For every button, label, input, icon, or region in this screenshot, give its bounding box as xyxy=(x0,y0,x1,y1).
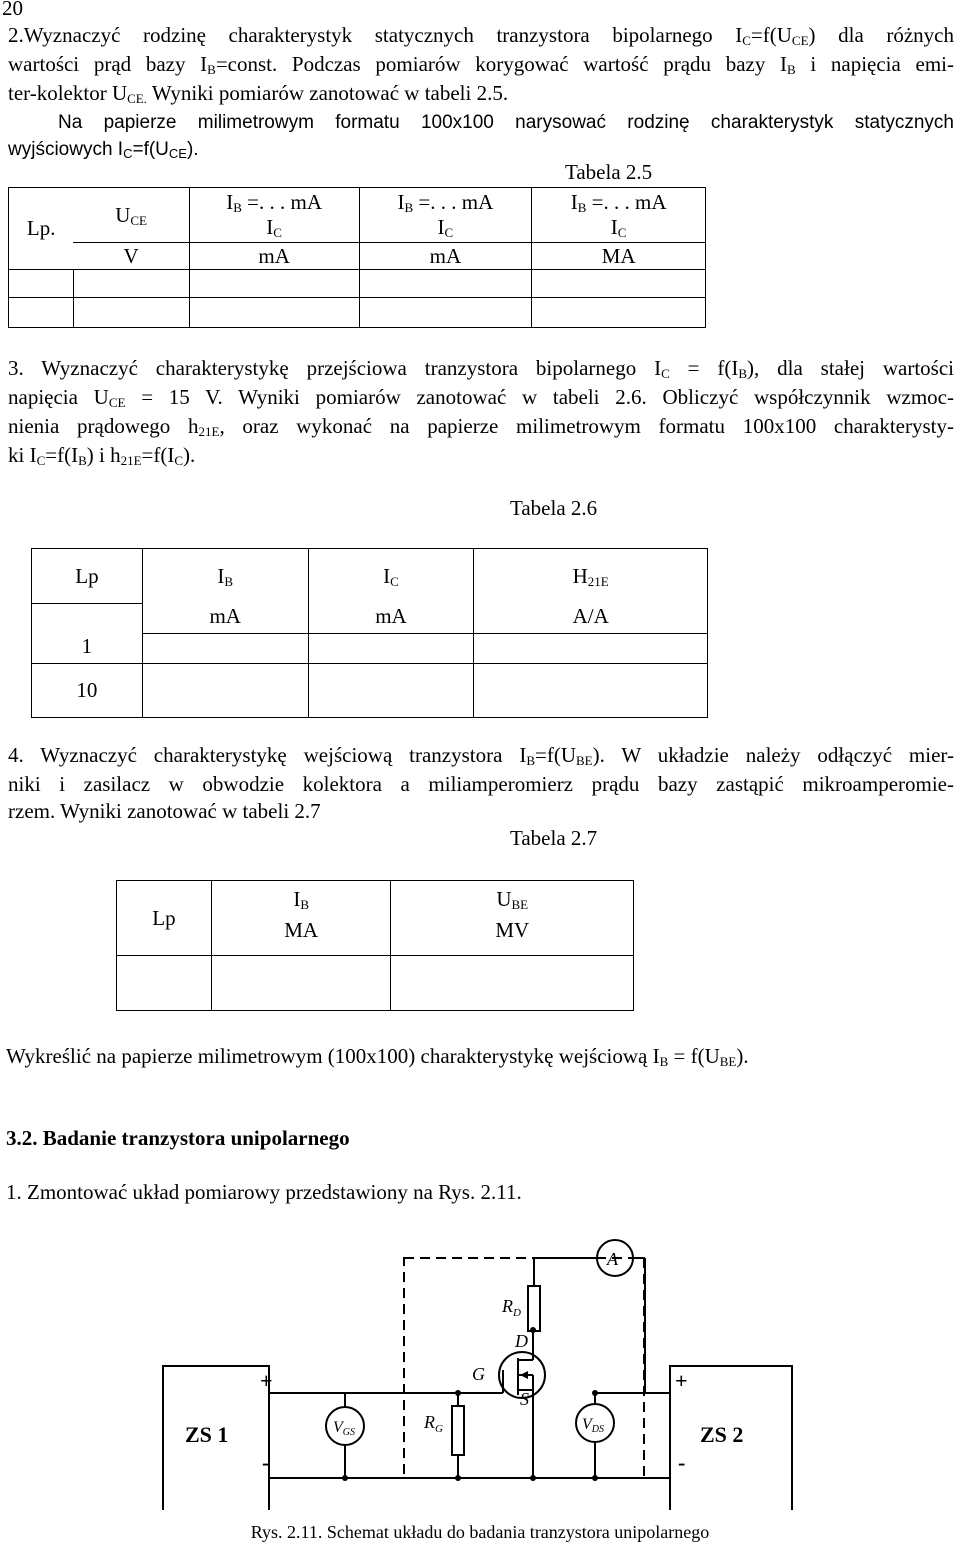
plot-instruction: Wykreślić na papierze milimetrowym (100x100) charakterystykę wejściową IB = f(UBE). xyxy=(6,1044,749,1069)
unit-h21e: A/A xyxy=(474,604,708,634)
table-row: 10 xyxy=(32,664,708,718)
ammeter-label: A xyxy=(607,1249,618,1269)
zs1-label: ZS 1 xyxy=(185,1422,229,1447)
col-h21e-header: H21E xyxy=(474,549,708,604)
unit-ic-3: MA xyxy=(532,243,706,270)
item-2-text: 2.Wyznaczyć rodzinę charakterystyk statycznych tranzystora bipolarnego IC=f(UCE) dla różnych wartości prąd bazy IB=const. Podczas pomiarów korygować wartość prądu bazy IB i napięcia emi- ter-kolektor UCE. Wyniki pomiarów zanotować w tabeli 2.5. Na papierze milimetrowym formatu 100x100 narysować rodzinę charakterystyk statycznych wyjściowych IC=f(UCE). xyxy=(8,23,954,161)
col-ib-2-header: IB =. . . mA IC xyxy=(359,188,532,243)
table-row xyxy=(9,270,706,298)
zs2-plus: + xyxy=(675,1368,688,1393)
page-number: 20 xyxy=(2,0,23,20)
table-row: 1 xyxy=(32,634,708,664)
col-lp-header: Lp xyxy=(117,881,212,956)
drain-label: D xyxy=(515,1331,528,1351)
section-heading: 3.2. Badanie tranzystora unipolarnego xyxy=(6,1126,350,1150)
zs1-minus: - xyxy=(262,1450,270,1475)
vgs-voltmeter-icon xyxy=(326,1407,364,1445)
table-2-6 xyxy=(31,548,708,718)
col-ib-header: IB xyxy=(211,881,391,918)
zs2-minus: - xyxy=(678,1450,686,1475)
fet-board-outline xyxy=(404,1258,644,1478)
unit-ic-2: mA xyxy=(359,243,532,270)
unit-ib: mA xyxy=(142,604,308,634)
rg-label: $R_G$ xyxy=(424,1412,443,1435)
table-row xyxy=(9,298,706,328)
table-2-7 xyxy=(116,880,634,1011)
vgs-label: VGS xyxy=(333,1419,356,1438)
step-1-text: 1. Zmontować układ pomiarowy przedstawiony na Rys. 2.11. xyxy=(6,1180,522,1204)
col-lp-header: Lp xyxy=(32,549,143,604)
unit-ic: mA xyxy=(308,604,474,634)
col-ib-1-header: IB =. . . mA IC xyxy=(189,188,359,243)
col-lp-header: Lp. xyxy=(9,188,74,270)
col-uce-header: UCE xyxy=(73,188,189,243)
col-ic-header: IC xyxy=(308,549,474,604)
zs1-plus: + xyxy=(260,1368,273,1393)
table-row xyxy=(117,956,634,1011)
table-2-7-caption: Tabela 2.7 xyxy=(510,826,598,850)
table-2-5 xyxy=(8,187,706,328)
table-2-5-caption: Tabela 2.5 xyxy=(565,160,653,184)
unit-ube: MV xyxy=(391,918,634,956)
col-ube-header: UBE xyxy=(391,881,634,918)
rd-label: $R_D$ xyxy=(502,1296,521,1319)
unit-v: V xyxy=(73,243,189,270)
item-3-text: 3. Wyznaczyć charakterystykę przejściowa tranzystora bipolarnego IC = f(IB), dla stałej wartości napięcia UCE = 15 V. Wyniki pomiarów zanotować w tabeli 2.6. Obliczyć współczynnik wzmoc- nienia prądowego h21E, oraz wykonać na papierze milimetrowym formatu 100x100 charakterysty- ki IC=f(IB) i h21E=f(IC). xyxy=(8,356,954,468)
col-ib-3-header: IB =. . . mA IC xyxy=(532,188,706,243)
item-4-text: 4. Wyznaczyć charakterystykę wejściową tranzystora IB=f(UBE). W układzie należy odłączyć mier- niki i zasilacz w obwodzie kolektora a miliamperomierz prądu bazy zastąpić mikroamperomie- rzem. Wyniki zanotować w tabeli 2.7 xyxy=(8,743,954,823)
gate-label: G xyxy=(472,1364,485,1384)
vds-label: VDS xyxy=(582,1416,605,1435)
rd-resistor xyxy=(528,1286,540,1331)
col-ib-header: IB xyxy=(142,549,308,604)
table-2-6-caption: Tabela 2.6 xyxy=(510,496,598,520)
fet-test-circuit-schematic xyxy=(0,1230,960,1510)
unit-ib: MA xyxy=(211,918,391,956)
source-label: S xyxy=(520,1389,529,1409)
unit-ic-1: mA xyxy=(189,243,359,270)
zs2-label: ZS 2 xyxy=(700,1422,744,1447)
figure-caption: Rys. 2.11. Schemat układu do badania tranzystora unipolarnego xyxy=(250,1522,710,1542)
rg-resistor xyxy=(452,1406,464,1455)
